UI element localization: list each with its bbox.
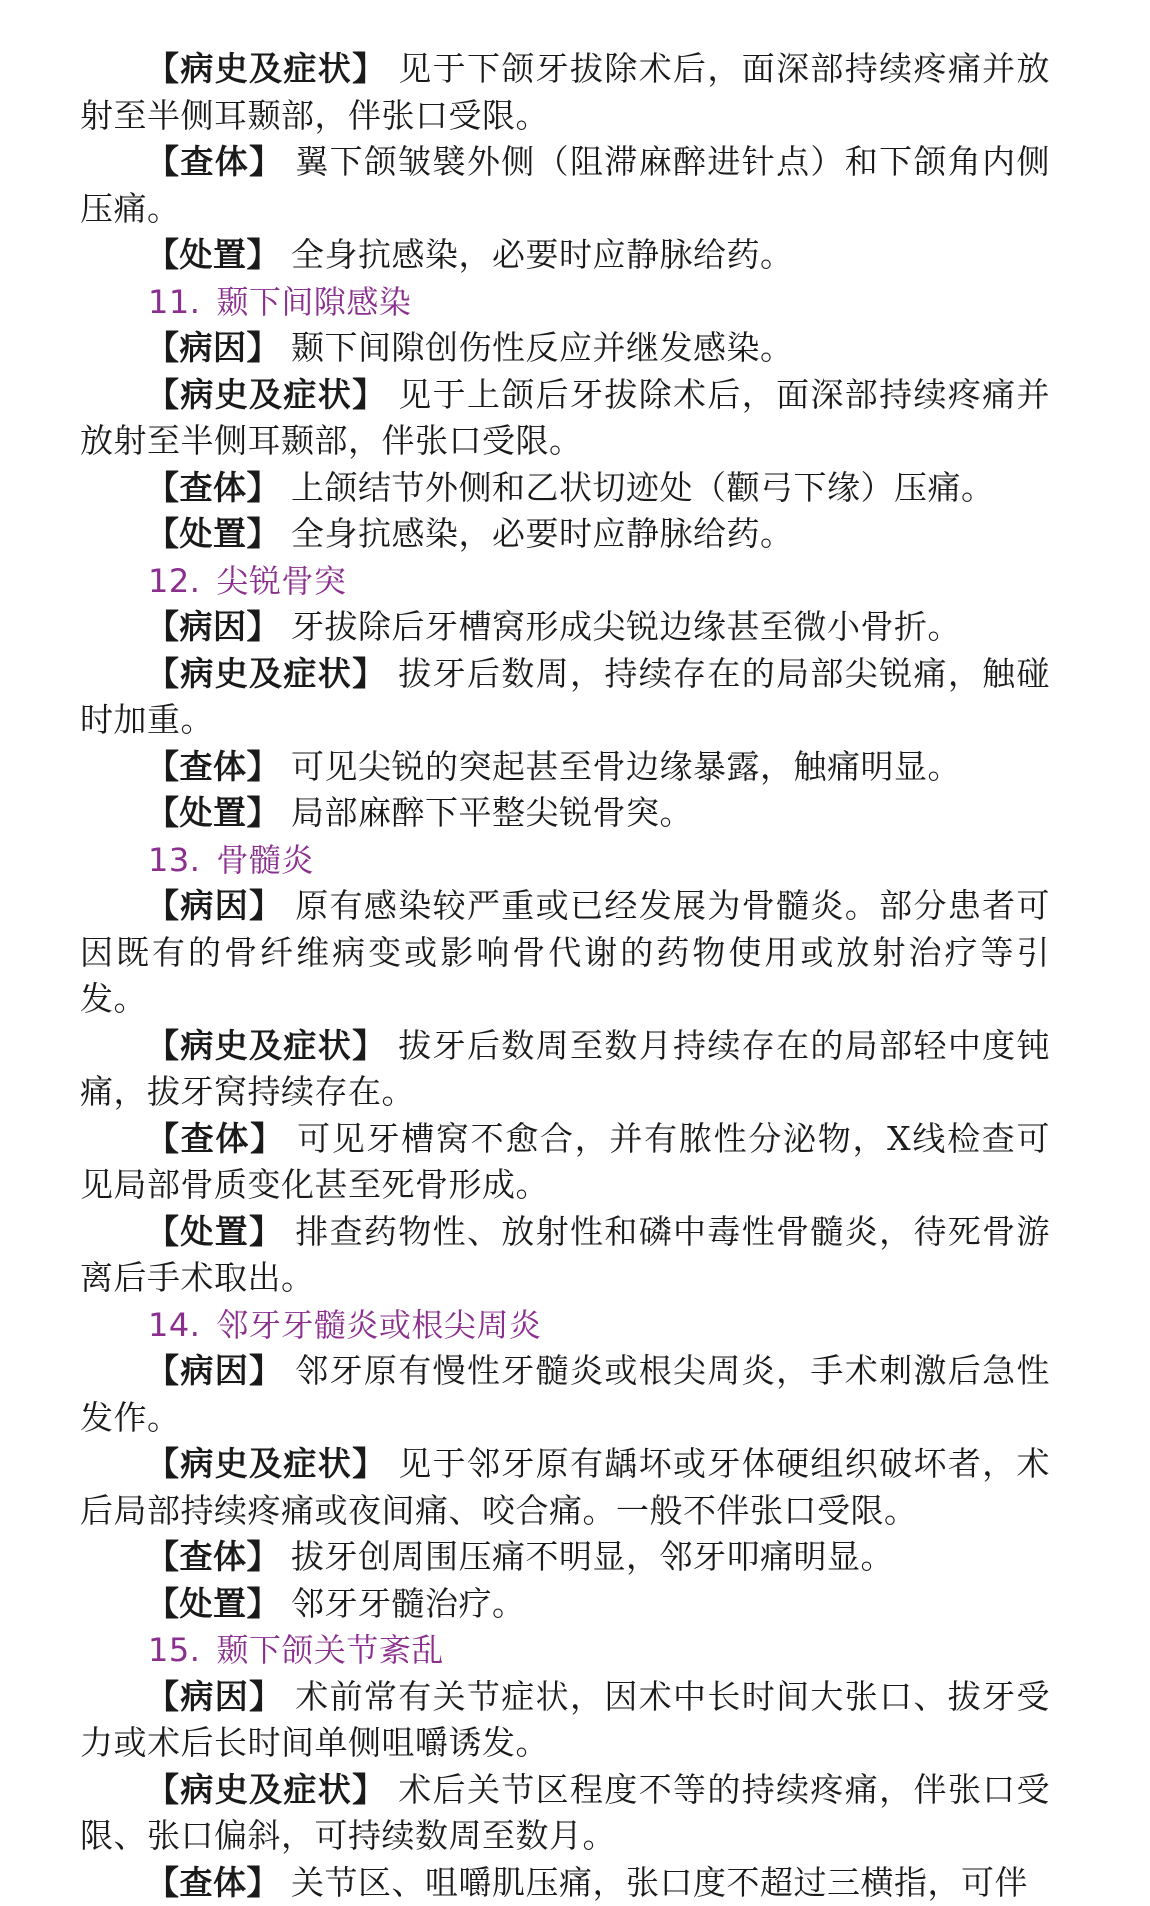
paragraph-tag: 【查体】 — [146, 468, 280, 507]
section-title: 颞下间隙感染 — [216, 283, 411, 321]
paragraph-tag: 【查体】 — [146, 1863, 280, 1902]
paragraph-tag: 【病因】 — [146, 1351, 283, 1390]
section-number: 11. — [148, 283, 200, 321]
section-heading — [80, 279, 1050, 326]
paragraph-tag: 【查体】 — [146, 1537, 280, 1576]
paragraph-text: 见于上颌后牙拔除术后，面深部持续疼痛并放射至半侧耳颞部，伴张口受限。 — [80, 375, 1050, 461]
paragraph — [80, 1581, 1050, 1628]
paragraph-text: 全身抗感染，必要时应静脉给药。 — [291, 235, 794, 274]
paragraph — [80, 883, 1050, 1023]
paragraph-text: 见于邻牙原有龋坏或牙体硬组织破坏者，术后局部持续疼痛或夜间痛、咬合痛。一般不伴张口受限。 — [80, 1444, 1050, 1530]
paragraph-tag: 【病史及症状】 — [146, 1770, 386, 1809]
paragraph-text: 翼下颌皱襞外侧（阻滞麻醉进针点）和下颌角内侧压痛。 — [80, 142, 1050, 228]
paragraph-text: 拔牙后数周至数月持续存在的局部轻中度钝痛，拔牙窝持续存在。 — [80, 1026, 1050, 1112]
paragraph-text: 上颌结节外侧和乙状切迹处（颧弓下缘）压痛。 — [291, 468, 995, 507]
section-number: 12. — [148, 562, 200, 600]
section-title: 邻牙牙髓炎或根尖周炎 — [216, 1306, 541, 1344]
section-number: 13. — [148, 841, 200, 879]
section-title: 骨髓炎 — [216, 841, 314, 879]
paragraph-text: 颞下间隙创伤性反应并继发感染。 — [291, 328, 794, 367]
paragraph-text: 见于下颌牙拔除术后，面深部持续疼痛并放射至半侧耳颞部，伴张口受限。 — [80, 49, 1050, 135]
paragraph-tag: 【处置】 — [146, 514, 280, 553]
section-heading — [80, 1627, 1050, 1674]
paragraph-text: 可见牙槽窝不愈合，并有脓性分泌物，X线检查可见局部骨质变化甚至死骨形成。 — [80, 1119, 1050, 1205]
paragraph-text: 邻牙原有慢性牙髓炎或根尖周炎，手术刺激后急性发作。 — [80, 1351, 1050, 1437]
paragraph-tag: 【病史及症状】 — [146, 375, 386, 414]
section-title: 颞下颌关节紊乱 — [216, 1631, 444, 1669]
paragraph — [80, 1116, 1050, 1209]
paragraph-tag: 【查体】 — [146, 1119, 285, 1158]
paragraph — [80, 1674, 1050, 1767]
paragraph — [80, 744, 1050, 791]
paragraph-text: 术后关节区程度不等的持续疼痛，伴张口受限、张口偏斜，可持续数周至数月。 — [80, 1770, 1050, 1856]
paragraph-tag: 【病因】 — [146, 328, 280, 367]
paragraph-tag: 【病史及症状】 — [146, 1026, 386, 1065]
paragraph-text: 牙拔除后牙槽窝形成尖锐边缘甚至微小骨折。 — [291, 607, 961, 646]
paragraph — [80, 1767, 1050, 1860]
paragraph — [80, 790, 1050, 837]
paragraph-text: 邻牙牙髓治疗。 — [291, 1584, 526, 1623]
paragraph — [80, 372, 1050, 465]
paragraph-text: 拔牙创周围压痛不明显，邻牙叩痛明显。 — [291, 1537, 894, 1576]
paragraph — [80, 325, 1050, 372]
paragraph-tag: 【病因】 — [146, 607, 280, 646]
section-heading — [80, 558, 1050, 605]
paragraph — [80, 465, 1050, 512]
paragraph-text: 原有感染较严重或已经发展为骨髓炎。部分患者可因既有的骨纤维病变或影响骨代谢的药物使用或放射治疗等引发。 — [80, 886, 1050, 1018]
paragraph-text: 局部麻醉下平整尖锐骨突。 — [291, 793, 693, 832]
paragraph-tag: 【处置】 — [146, 235, 280, 274]
paragraph — [80, 1860, 1050, 1906]
paragraph-tag: 【病史及症状】 — [146, 1444, 386, 1483]
paragraph-tag: 【处置】 — [146, 793, 280, 832]
paragraph-text: 排查药物性、放射性和磷中毒性骨髓炎，待死骨游离后手术取出。 — [80, 1212, 1050, 1298]
section-number: 15. — [148, 1631, 200, 1669]
section-heading — [80, 1302, 1050, 1349]
paragraph-text: 全身抗感染，必要时应静脉给药。 — [291, 514, 794, 553]
section-number: 14. — [148, 1306, 200, 1344]
paragraph — [80, 1348, 1050, 1441]
paragraph — [80, 139, 1050, 232]
paragraph-tag: 【查体】 — [146, 142, 283, 181]
paragraph-tag: 【病因】 — [146, 886, 283, 925]
paragraph-tag: 【处置】 — [146, 1584, 280, 1623]
paragraph — [80, 651, 1050, 744]
paragraph — [80, 1534, 1050, 1581]
paragraph — [80, 1441, 1050, 1534]
paragraph-text: 可见尖锐的突起甚至骨边缘暴露，触痛明显。 — [291, 747, 961, 786]
paragraph — [80, 511, 1050, 558]
paragraph-tag: 【病因】 — [146, 1677, 283, 1716]
paragraph-tag: 【病史及症状】 — [146, 49, 386, 88]
paragraph-text: 术前常有关节症状，因术中长时间大张口、拔牙受力或术后长时间单侧咀嚼诱发。 — [80, 1677, 1050, 1763]
paragraph-tag: 【查体】 — [146, 747, 280, 786]
paragraph — [80, 1209, 1050, 1302]
paragraph-tag: 【病史及症状】 — [146, 654, 386, 693]
paragraph — [80, 604, 1050, 651]
section-heading — [80, 837, 1050, 884]
paragraph-tag: 【处置】 — [146, 1212, 283, 1251]
section-title: 尖锐骨突 — [216, 562, 346, 600]
paragraph — [80, 232, 1050, 279]
paragraph-text: 关节区、咀嚼肌压痛，张口度不超过三横指，可伴 — [291, 1863, 1028, 1902]
paragraph — [80, 1023, 1050, 1116]
paragraph-text: 拔牙后数周，持续存在的局部尖锐痛，触碰时加重。 — [80, 654, 1050, 740]
paragraph — [80, 46, 1050, 139]
